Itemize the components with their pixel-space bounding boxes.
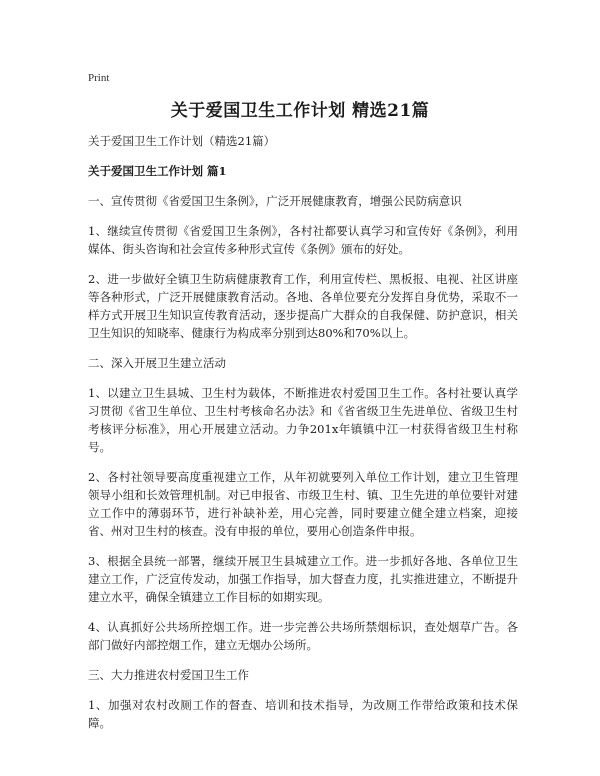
print-link[interactable]: Print (88, 72, 110, 84)
paragraph: 1、以建立卫生县城、卫生村为载体，不断推进农村爱国卫生工作。各村社要认真学习贯彻《省卫生单位、卫生村考核命名办法》和《省省级卫生先进单位、省级卫生村考核评分标准》，用心开展建立活动。力争201x年镇镇中江一村获得省级卫生村称号。 (88, 386, 518, 454)
section-heading-2: 二、深入开展卫生建立活动 (88, 356, 226, 370)
section-heading-1: 一、宣传贯彻《省爱国卫生条例》，广泛开展健康教育，增强公民防病意识 (88, 194, 462, 208)
section-heading-3: 三、大力推进农村爱国卫生工作 (88, 668, 249, 682)
document-subtitle: 关于爱国卫生工作计划（精选21篇） (88, 134, 276, 148)
document-body (88, 132, 518, 744)
paragraph: 2、进一步做好全镇卫生防病健康教育工作，利用宣传栏、黑板报、电视、社区讲座等各种形式，广泛开展健康教育活动。各地、各单位要充分发挥自身优势，采取不一样方式开展卫生知识宣传教育活动，逐步提高广大群众的自我保健、防护意识，相关卫生知识的知晓率、健康行为构成率分别到达80%和70%以上。 (88, 272, 518, 340)
paragraph: 2、各村社领导要高度重视建立工作，从年初就要列入单位工作计划，建立卫生管理领导小组和长效管理机制。对已申报省、市级卫生村、镇、卫生先进的单位要针对建立工作中的薄弱环节，进行补缺补差，用心完善，同时要建立健全建立档案，迎接省、州对卫生村的核查。没有申报的单位，要用心创造条件申报。 (88, 470, 518, 538)
paragraph: 4、认真抓好公共场所控烟工作。进一步完善公共场所禁烟标识，查处烟草广告。各部门做好内部控烟工作，建立无烟办公场所。 (88, 620, 518, 652)
paragraph: 1、继续宣传贯彻《省爱国卫生条例》，各村社都要认真学习和宣传好《条例》，利用媒体、街头咨询和社会宣传多种形式宣传《条例》颁布的好处。 (88, 224, 518, 256)
page-title: 关于爱国卫生工作计划 精选21篇 (170, 101, 430, 121)
paragraph: 1、加强对农村改厕工作的督查、培训和技术指导，为改厕工作带给政策和技术保障。 (88, 698, 518, 730)
article-heading: 关于爱国卫生工作计划 篇1 (88, 164, 227, 178)
paragraph: 3、根据全县统一部署，继续开展卫生县城建立工作。进一步抓好各地、各单位卫生建立工作，广泛宣传发动，加强工作指导，加大督查力度，扎实推进建立，不断提升建立水平，确保全镇建立工作目标的如期实现。 (88, 554, 518, 604)
